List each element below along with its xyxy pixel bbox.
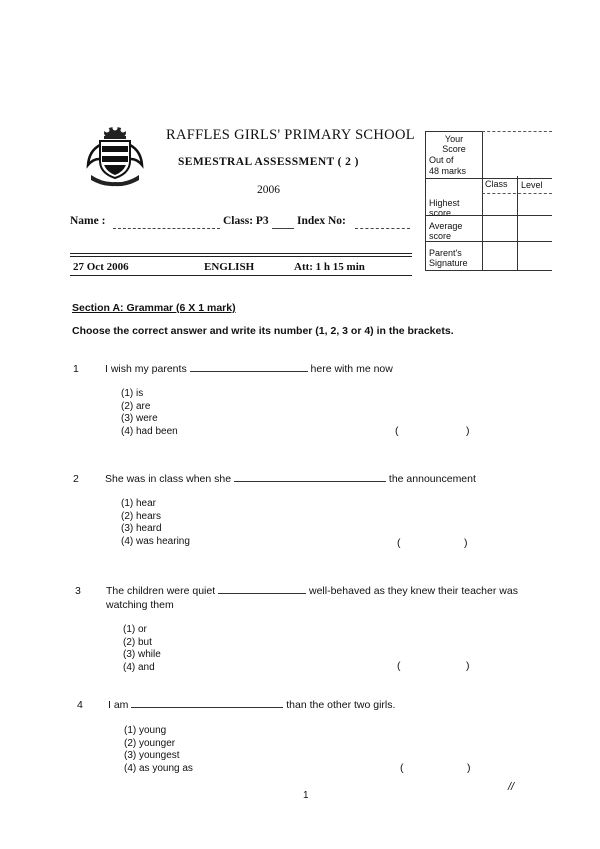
header-divider-bottom	[70, 256, 412, 257]
option: (4) had been	[121, 425, 178, 437]
question-1-number: 1	[73, 363, 79, 375]
option: (4) and	[123, 661, 155, 673]
question-2-number: 2	[73, 473, 79, 485]
question-1-blank	[190, 371, 308, 372]
level-column-header: Level	[521, 180, 543, 190]
class-blank	[272, 228, 294, 229]
answer-bracket-open: (	[395, 425, 399, 437]
name-blank	[113, 228, 220, 229]
section-title: Section A: Grammar (6 X 1 mark)	[72, 302, 236, 314]
question-1-options	[121, 388, 178, 438]
option: (1) or	[123, 624, 147, 635]
index-label: Index No:	[297, 215, 346, 227]
option: (3) youngest	[124, 750, 180, 761]
your-score-label: Your Score	[442, 134, 466, 154]
question-3-options	[123, 624, 161, 674]
option: (2) are	[121, 400, 151, 412]
page-number: 1	[303, 790, 309, 801]
footer-divider	[70, 275, 412, 276]
out-of-label: Out of	[429, 155, 454, 165]
question-2-text: She was in class when she the announcement	[105, 473, 476, 485]
average-score-label: Average score	[429, 221, 463, 241]
exam-title: SEMESTRAL ASSESSMENT ( 2 )	[178, 156, 359, 168]
exam-year: 2006	[257, 184, 280, 196]
option: (4) as young as	[124, 762, 193, 774]
total-marks-label: 48 marks	[429, 166, 467, 176]
question-3-number: 3	[75, 585, 81, 597]
class-column-header: Class	[485, 179, 508, 189]
option: (2) but	[123, 636, 152, 648]
class-label: Class: P3	[223, 215, 269, 227]
option: (2) younger	[124, 737, 176, 749]
question-4-number: 4	[77, 699, 83, 711]
question-3-text: The children were quiet well-behaved as they knew their teacher was	[106, 585, 518, 597]
question-2-options	[121, 498, 190, 548]
option: (2) hears	[121, 510, 162, 522]
question-1-text: I wish my parents here with me now	[105, 363, 393, 375]
header-divider-top	[70, 253, 412, 254]
option: (1) young	[124, 725, 167, 736]
exam-subject: ENGLISH	[204, 261, 255, 273]
exam-duration: Att: 1 h 15 min	[294, 261, 365, 273]
question-4-text: I am than the other two girls.	[108, 699, 396, 711]
exam-date: 27 Oct 2006	[73, 261, 129, 273]
option: (1) is	[121, 388, 144, 399]
school-crest-logo	[85, 125, 145, 192]
answer-bracket-close: )	[464, 537, 468, 549]
answer-bracket-close: )	[466, 660, 470, 672]
answer-bracket-close: )	[467, 762, 471, 774]
section-instruction: Choose the correct answer and write its number (1, 2, 3 or 4) in the brackets.	[72, 325, 454, 337]
question-4-options	[124, 725, 193, 775]
question-2-blank	[234, 481, 386, 482]
question-3-blank	[218, 593, 306, 594]
option: (3) were	[121, 413, 158, 424]
score-table	[425, 131, 552, 271]
answer-bracket-open: (	[400, 762, 404, 774]
answer-bracket-open: (	[397, 660, 401, 672]
answer-bracket-open: (	[397, 537, 401, 549]
answer-bracket-close: )	[466, 425, 470, 437]
index-blank	[355, 228, 410, 229]
question-4-blank	[131, 707, 283, 708]
option: (3) heard	[121, 523, 162, 534]
highest-score-label: Highest score	[429, 198, 460, 218]
option: (4) was hearing	[121, 535, 190, 547]
option: (3) while	[123, 649, 161, 660]
school-name: RAFFLES GIRLS' PRIMARY SCHOOL	[166, 127, 415, 143]
option: (1) hear	[121, 498, 157, 509]
parent-signature-label: Parent's Signature	[429, 248, 468, 268]
corner-mark: //	[508, 781, 515, 793]
name-label: Name :	[70, 215, 106, 227]
question-3-text-line2: watching them	[106, 599, 174, 611]
